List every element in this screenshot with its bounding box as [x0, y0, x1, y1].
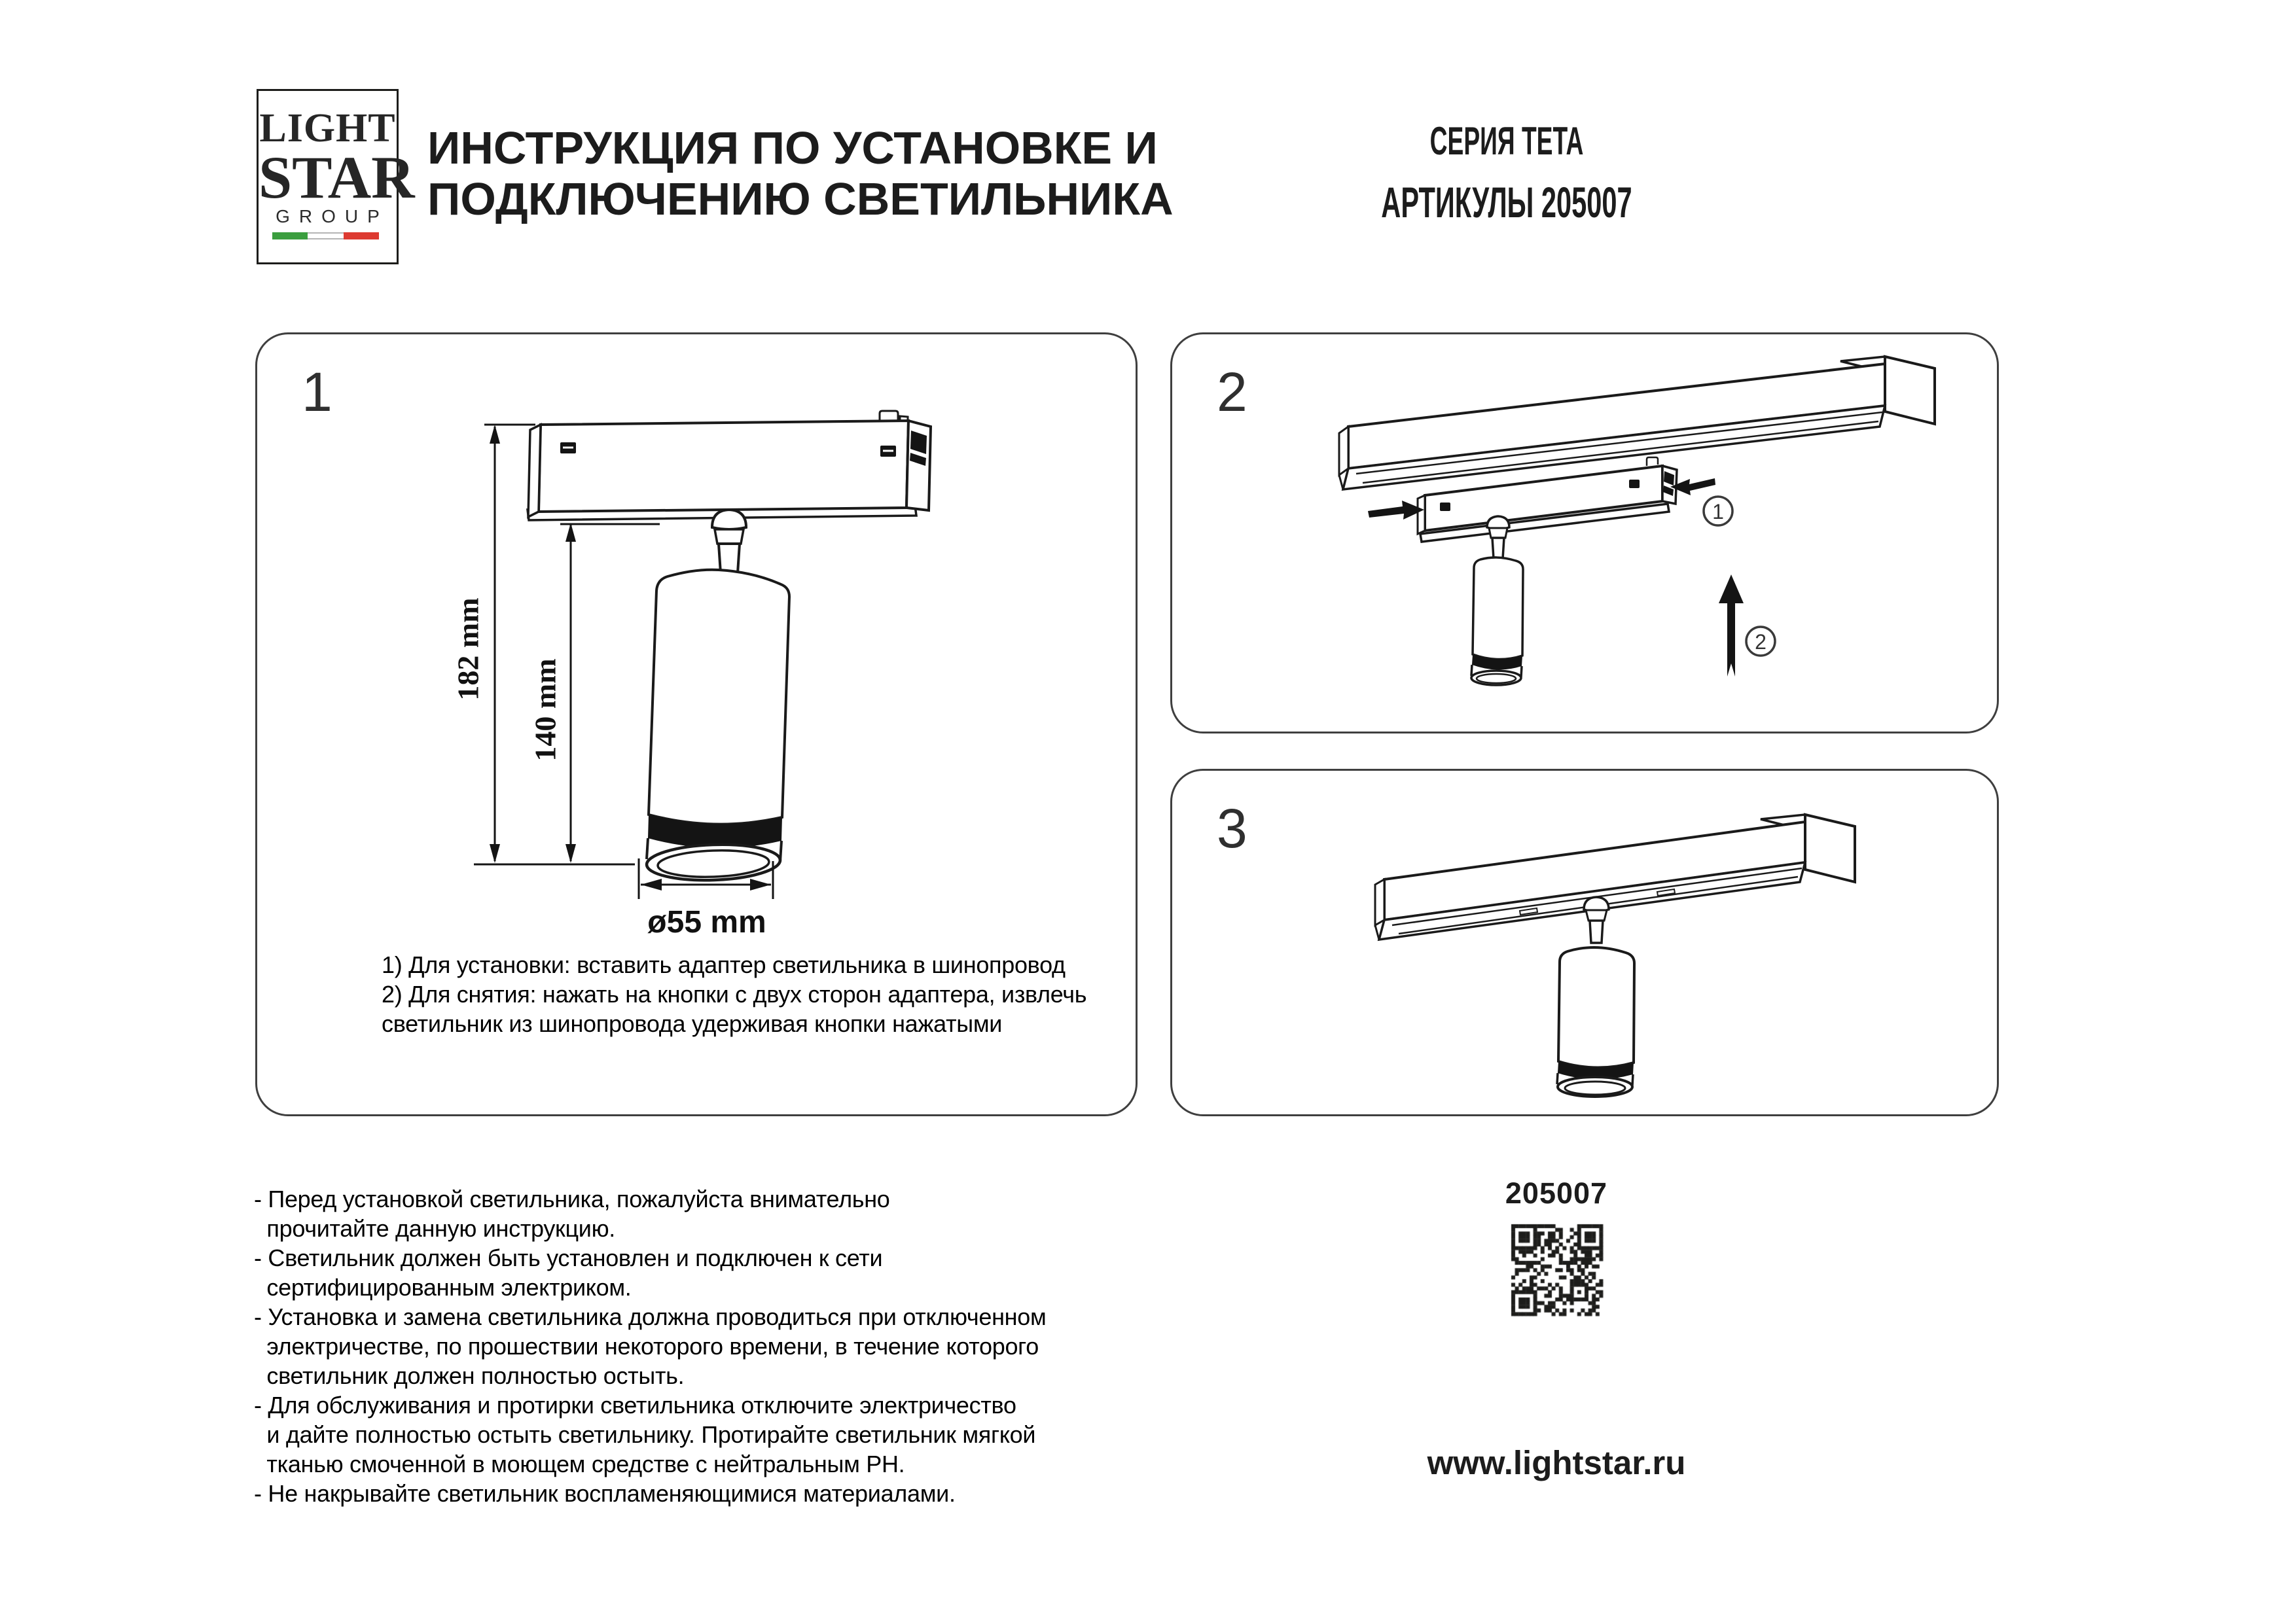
lightstar-logo [257, 89, 415, 264]
text-line: 2) Для снятия: нажать на кнопки с двух сторон адаптера, извлечь [382, 981, 1087, 1008]
dimension-140-label: 140 mm [528, 658, 562, 762]
text-line: - Светильник должен быть установлен и подключен к сети [254, 1244, 883, 1271]
text-line: и дайте полностью остыть светильнику. Протирайте светильник мягкой [254, 1421, 1036, 1448]
dimension-140 [529, 523, 660, 863]
flag-red-segment [344, 232, 379, 239]
track-rail-drawing [1375, 815, 1855, 940]
fixture-drawing [1557, 897, 1634, 1097]
logo-word-light: LIGHT [259, 106, 396, 150]
step-2-number: 2 [1217, 361, 1247, 423]
text-line: - Для обслуживания и протирки светильника отключите электричество [254, 1392, 1016, 1419]
track-adapter-drawing [528, 411, 931, 520]
text-line: светильник должен полностью остыть. [254, 1362, 685, 1389]
text-line: 1) Для установки: вставить адаптер светильника в шинопровод [382, 951, 1066, 978]
safety-notes-list [254, 1184, 1046, 1508]
svg-text:2: 2 [1755, 630, 1767, 654]
adapter-clip-left [560, 442, 576, 453]
text-line: - Не накрывайте светильник воспламеняющимися материалами. [254, 1480, 956, 1507]
qr-code [1508, 1221, 1606, 1319]
install-notes [382, 950, 1086, 1038]
installation-drawing [1170, 332, 1995, 730]
dimension-diameter-label: ø55 mm [647, 905, 766, 940]
spotlight-cylinder-drawing [646, 570, 789, 883]
fixture-drawing [1471, 516, 1523, 685]
flag-white-segment [308, 232, 343, 239]
logo-word-group: GROUP [276, 206, 389, 226]
website-url: www.lightstar.ru [1427, 1444, 1686, 1481]
text-line: - Установка и замена светильника должна проводиться при отключенном [254, 1303, 1047, 1330]
series-name: СЕРИЯ TETA [1429, 119, 1584, 163]
panel-step-3 [1170, 769, 1999, 1116]
text-line: электричестве, по прошествии некоторого времени, в течение которого [254, 1333, 1039, 1360]
svg-text:1: 1 [1712, 500, 1724, 523]
step-3-number: 3 [1217, 798, 1247, 859]
page-title [427, 122, 1174, 224]
italian-flag-bar [272, 232, 379, 239]
flag-green-segment [272, 232, 308, 239]
insert-up-arrow-icon [1719, 574, 1744, 677]
panel-step-2 [1170, 332, 1999, 733]
text-line: сертифицированным электриком. [254, 1274, 632, 1301]
text-line: светильник из шинопровода удерживая кнопки нажатыми [382, 1010, 1003, 1037]
title-line-1: ИНСТРУКЦИЯ ПО УСТАНОВКЕ И [427, 122, 1158, 173]
step-circle-2 [1746, 627, 1775, 656]
dimension-182-label: 182 mm [451, 597, 485, 701]
title-line-2: ПОДКЛЮЧЕНИЮ СВЕТИЛЬНИКА [427, 173, 1174, 224]
swivel-joint-drawing [712, 510, 746, 573]
adapter-clip-right [880, 446, 896, 457]
article-number: 205007 [1505, 1176, 1608, 1210]
article-numbers: АРТИКУЛЫ 205007 [1381, 178, 1632, 226]
installed-fixture-drawing [1170, 769, 1995, 1112]
text-line: - Перед установкой светильника, пожалуйста внимательно [254, 1186, 890, 1212]
step-1-number: 1 [302, 361, 332, 423]
panel-step-1 [255, 332, 1138, 1116]
step-circle-1 [1704, 497, 1732, 525]
text-line: прочитайте данную инструкцию. [254, 1215, 616, 1242]
text-line: тканью смоченной в моющем средстве с нейтральным PH. [254, 1451, 905, 1477]
press-arrow-left-icon [1368, 501, 1424, 520]
logo-word-star: STAR [259, 144, 415, 211]
